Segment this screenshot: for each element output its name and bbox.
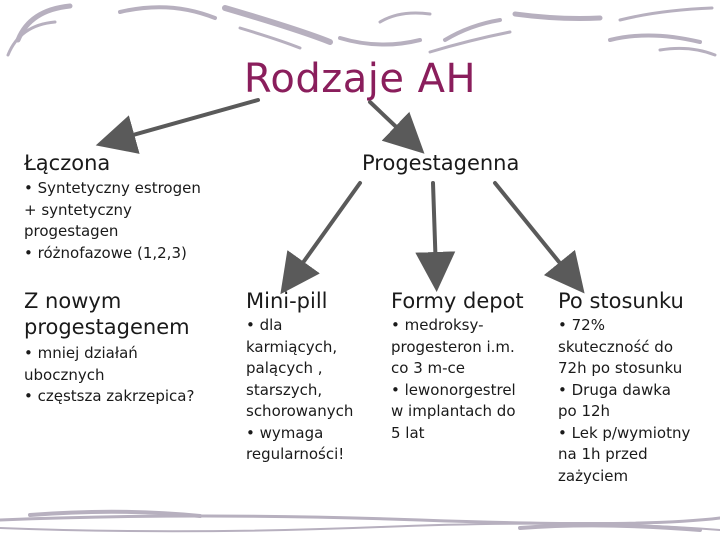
branch-heading-progestagen: Progestagenna (362, 151, 520, 175)
column-heading-postcoital: Po stosunku (558, 289, 684, 313)
list-item: karmiących, (246, 337, 338, 356)
list-item: • Lek p/wymiotny (558, 423, 691, 442)
branch-heading-combined: Łączona (24, 151, 111, 175)
arrow-to-combined (115, 100, 258, 140)
list-item: progesteron i.m. (391, 337, 515, 356)
list-item: • Druga dawka (558, 380, 671, 399)
column-text-depot (391, 315, 516, 444)
list-item: w implantach do (391, 402, 516, 420)
column-text-new-progestagen (24, 343, 194, 408)
list-item: • wymaga (246, 423, 324, 442)
heading-line: progestagenem (24, 315, 190, 339)
slide-title: Rodzaje AH (243, 56, 477, 102)
list-item: co 3 m-ce (391, 359, 466, 377)
list-item: • częstsza zakrzepica? (24, 387, 195, 405)
list-item: zażyciem (558, 466, 629, 485)
list-item: • 72% (558, 316, 605, 334)
list-item: ubocznych (24, 365, 105, 384)
column-heading-depot: Formy depot (391, 289, 524, 313)
arrow-to-postcoital (495, 183, 572, 278)
heading-line: Z nowym (24, 289, 122, 313)
column-text-postcoital (558, 315, 690, 487)
list-item: na 1h przed (558, 445, 648, 463)
branch-text-combined (24, 178, 201, 264)
list-item: palących , (246, 359, 323, 377)
list-item: 5 lat (391, 423, 425, 442)
list-item: starszych, (246, 380, 323, 399)
list-item: po 12h (558, 402, 611, 420)
list-item: • dla (246, 316, 283, 334)
list-item: schorowanych (246, 402, 354, 420)
list-item: • medroksy- (391, 316, 484, 334)
column-text-mini-pill (246, 315, 353, 466)
arrow-to-depot (433, 183, 436, 272)
column-heading-new-progestagen (24, 288, 190, 340)
list-item: progestagen (24, 222, 119, 240)
list-item: + syntetyczny (24, 200, 132, 219)
list-item: 72h po stosunku (558, 359, 683, 377)
arrow-to-progestagen (370, 102, 410, 140)
list-item: • Syntetyczny estrogen (24, 179, 201, 197)
arrow-to-mini-pill (292, 183, 360, 278)
list-item: regularności! (246, 445, 345, 463)
list-item: • lewonorgestrel (391, 380, 516, 399)
list-item: • różnofazowe (1,2,3) (24, 243, 187, 262)
column-heading-mini-pill: Mini-pill (246, 289, 328, 313)
list-item: • mniej działań (24, 344, 138, 362)
list-item: skuteczność do (558, 337, 673, 356)
